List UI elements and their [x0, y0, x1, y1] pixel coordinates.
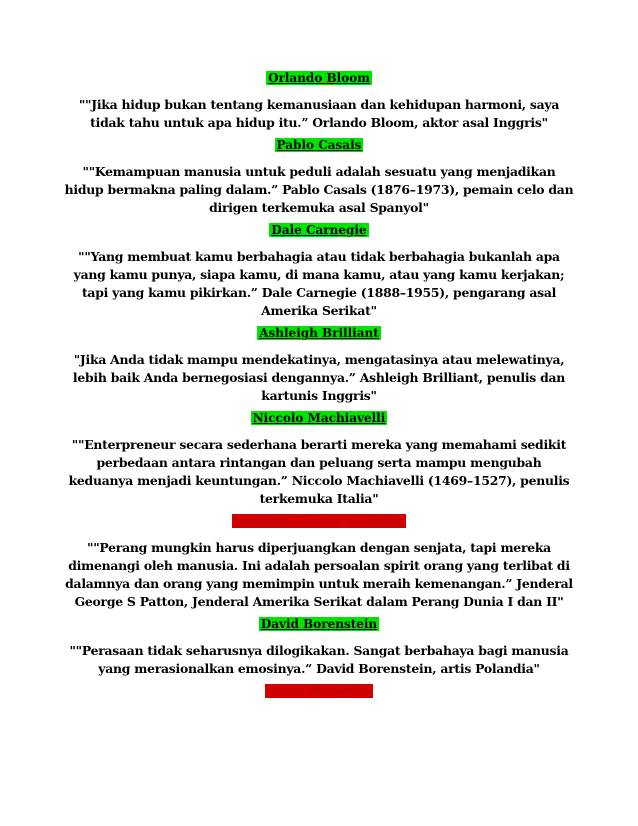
quote-entry-owen-meredith — [64, 683, 574, 699]
quote-text-niccolo-machiavelli: ""Enterpreneur secara sederhana berarti mereka yang memahami sedikit perbedaan antara rintangan dan peluang serta mampu mengubah keduanya menjadi keuntungan.” Niccolo Machiavelli (1469–1527), penulis terkemuka Italia" — [68, 437, 570, 506]
author-name-david-borenstein: David Borenstein — [260, 617, 378, 631]
author-name-niccolo-machiavelli: Niccolo Machiavelli — [252, 411, 386, 425]
quote-entry-david-borenstein — [64, 616, 574, 678]
quote-text-ashleigh-brilliant: "Jika Anda tidak mampu mendekatinya, mengatasinya atau melewatinya, lebih baik Anda bernegosiasi dengannya.” Ashleigh Brilliant, penulis dan kartunis Inggris" — [72, 352, 566, 403]
author-name-george-s-patton: Jenderal George S Patton — [233, 514, 405, 528]
quote-entry-ashleigh-brilliant — [64, 325, 574, 405]
author-name-pablo-casals: Pablo Casals — [276, 138, 362, 152]
author-name-ashleigh-brilliant: Ashleigh Brilliant — [259, 326, 379, 340]
quote-text-pablo-casals: ""Kemampuan manusia untuk peduli adalah sesuatu yang menjadikan hidup bermakna paling dalam.” Pablo Casals (1876–1973), pemain celo dan dirigen terkemuka asal Spanyol" — [64, 164, 574, 215]
quote-text-george-s-patton: ""Perang mungkin harus diperjuangkan dengan senjata, tapi mereka dimenangi oleh manusia. Ini adalah persoalan spirit orang yang terlibat di dalamnya dan orang yang memimpin untuk meraih kemenangan.” Jenderal George S Patton, Jenderal Amerika Serikat dalam Perang Dunia I dan II" — [65, 540, 573, 609]
quote-text-dale-carnegie: ""Yang membuat kamu berbahagia atau tidak berbahagia bukanlah apa yang kamu punya, siapa kamu, di mana kamu, atau yang kamu kerjakan; tapi yang kamu pikirkan.” Dale Carnegie (1888–1955), pengarang asal Amerika Serikat" — [73, 249, 565, 318]
quote-entry-pablo-casals — [64, 137, 574, 217]
quote-entry-dale-carnegie — [64, 222, 574, 320]
author-name-owen-meredith: Owen Meredith — [267, 684, 371, 698]
quote-entry-george-s-patton — [64, 513, 574, 611]
document-page — [64, 70, 574, 709]
quote-text-david-borenstein: ""Perasaan tidak seharusnya dilogikakan. Sangat berbahaya bagi manusia yang merasionalkan emosinya.” David Borenstein, artis Polandia" — [69, 643, 569, 676]
author-name-dale-carnegie: Dale Carnegie — [271, 223, 367, 237]
quote-entry-orlando-bloom — [64, 70, 574, 132]
author-name-orlando-bloom: Orlando Bloom — [268, 71, 370, 85]
quote-entry-niccolo-machiavelli — [64, 410, 574, 508]
quote-text-orlando-bloom: ""Jika hidup bukan tentang kemanusiaan dan kehidupan harmoni, saya tidak tahu untuk apa hidup itu.” Orlando Bloom, aktor asal Inggris" — [78, 97, 560, 130]
